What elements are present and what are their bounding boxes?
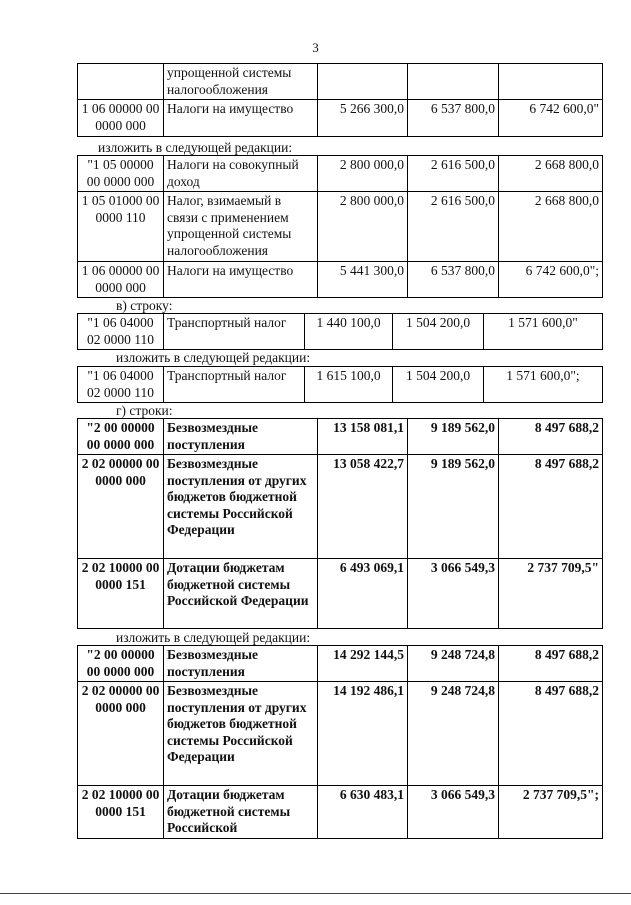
table-row — [78, 64, 603, 100]
name-cell: Дотации бюджетам бюджетной системы Российской — [164, 786, 318, 839]
value-cell: 8 497 688,2 — [499, 419, 603, 455]
value-cell: 2 737 709,5" — [499, 559, 603, 629]
value-cell: 2 800 000,0 — [318, 156, 408, 192]
code-cell: 2 02 10000 00 0000 151 — [78, 559, 164, 629]
value-cell: 6 537 800,0 — [408, 262, 499, 298]
name-cell: Безвозмездные поступления от других бюджетов бюджетной системы Российской Федерации — [164, 455, 318, 559]
section-label: изложить в следующей редакции: — [116, 350, 311, 365]
table-block-2 — [77, 155, 603, 298]
code-cell: 2 02 00000 00 0000 000 — [78, 455, 164, 559]
value-cell: 2 668 800,0 — [499, 192, 603, 262]
name-cell: упрощенной системы налогообложения — [164, 64, 318, 100]
value-cell: 6 742 600,0" — [499, 100, 603, 137]
name-cell: Безвозмездные поступления — [164, 646, 318, 682]
value-cell: 6 630 483,1 — [318, 786, 408, 839]
value-cell: 3 066 549,3 — [408, 786, 499, 839]
value-cell — [318, 64, 408, 100]
name-cell: Налог, взимаемый в связи с применением упрощенной системы налогообложения — [164, 192, 318, 262]
value-cell: 8 497 688,2 — [499, 682, 603, 786]
name-cell: Безвозмездные поступления — [164, 419, 318, 455]
value-cell: 9 189 562,0 — [408, 419, 499, 455]
code-cell: "2 00 00000 00 0000 000 — [78, 419, 164, 455]
value-cell: 8 497 688,2 — [499, 455, 603, 559]
value-cell: 6 493 069,1 — [318, 559, 408, 629]
value-cell: 1 571 600,0"; — [484, 367, 603, 403]
value-cell: 5 441 300,0 — [318, 262, 408, 298]
value-cell: 9 248 724,8 — [408, 682, 499, 786]
code-cell: "1 06 04000 02 0000 110 — [78, 314, 164, 350]
value-cell: 5 266 300,0 — [318, 100, 408, 137]
value-cell: 2 737 709,5"; — [499, 786, 603, 839]
name-cell: Дотации бюджетам бюджетной системы Российской Федерации — [164, 559, 318, 629]
value-cell: 1 615 100,0 — [305, 367, 393, 403]
table-row — [78, 455, 603, 559]
code-cell: 1 06 00000 00 0000 000 — [78, 100, 164, 137]
page-number: 3 — [312, 40, 319, 55]
table-row — [78, 314, 603, 350]
value-cell: 3 066 549,3 — [408, 559, 499, 629]
code-cell: 2 02 10000 00 0000 151 — [78, 786, 164, 839]
table-block-4 — [77, 366, 603, 403]
code-cell: "1 05 00000 00 0000 000 — [78, 156, 164, 192]
value-cell: 1 571 600,0" — [484, 314, 603, 350]
table-block-5 — [77, 418, 603, 629]
value-cell: 6 742 600,0"; — [499, 262, 603, 298]
table-row — [78, 100, 603, 137]
value-cell: 9 248 724,8 — [408, 646, 499, 682]
code-cell: 1 06 00000 00 0000 000 — [78, 262, 164, 298]
page-bottom-edge — [0, 893, 631, 894]
table-row — [78, 156, 603, 192]
table-block-6 — [77, 645, 603, 839]
name-cell: Транспортный налог — [164, 314, 305, 350]
value-cell: 13 058 422,7 — [318, 455, 408, 559]
value-cell: 2 616 500,0 — [408, 192, 499, 262]
value-cell: 1 504 200,0 — [393, 314, 484, 350]
value-cell — [499, 64, 603, 100]
table-row — [78, 682, 603, 786]
name-cell: Налоги на имущество — [164, 262, 318, 298]
value-cell: 2 800 000,0 — [318, 192, 408, 262]
value-cell: 13 158 081,1 — [318, 419, 408, 455]
value-cell: 6 537 800,0 — [408, 100, 499, 137]
table-block-3 — [77, 313, 603, 350]
section-label: в) строку: — [116, 298, 173, 313]
section-label: г) строки: — [116, 403, 173, 418]
value-cell — [408, 64, 499, 100]
name-cell: Транспортный налог — [164, 367, 305, 403]
value-cell: 1 440 100,0 — [305, 314, 393, 350]
code-cell: 2 02 00000 00 0000 000 — [78, 682, 164, 786]
code-cell — [78, 64, 164, 100]
table-row — [78, 559, 603, 629]
table-row — [78, 419, 603, 455]
table-row — [78, 646, 603, 682]
value-cell: 8 497 688,2 — [499, 646, 603, 682]
section-label: изложить в следующей редакции: — [116, 630, 311, 645]
name-cell: Безвозмездные поступления от других бюджетов бюджетной системы Российской Федерации — [164, 682, 318, 786]
code-cell: 1 05 01000 00 0000 110 — [78, 192, 164, 262]
name-cell: Налоги на имущество — [164, 100, 318, 137]
value-cell: 2 668 800,0 — [499, 156, 603, 192]
value-cell: 14 292 144,5 — [318, 646, 408, 682]
value-cell: 2 616 500,0 — [408, 156, 499, 192]
value-cell: 1 504 200,0 — [393, 367, 484, 403]
table-row — [78, 192, 603, 262]
code-cell: "1 06 04000 02 0000 110 — [78, 367, 164, 403]
table-row — [78, 367, 603, 403]
name-cell: Налоги на совокупный доход — [164, 156, 318, 192]
section-label: изложить в следующей редакции: — [98, 140, 293, 155]
table-row — [78, 786, 603, 839]
table-row — [78, 262, 603, 298]
table-block-1 — [77, 63, 603, 137]
code-cell: "2 00 00000 00 0000 000 — [78, 646, 164, 682]
value-cell: 14 192 486,1 — [318, 682, 408, 786]
value-cell: 9 189 562,0 — [408, 455, 499, 559]
